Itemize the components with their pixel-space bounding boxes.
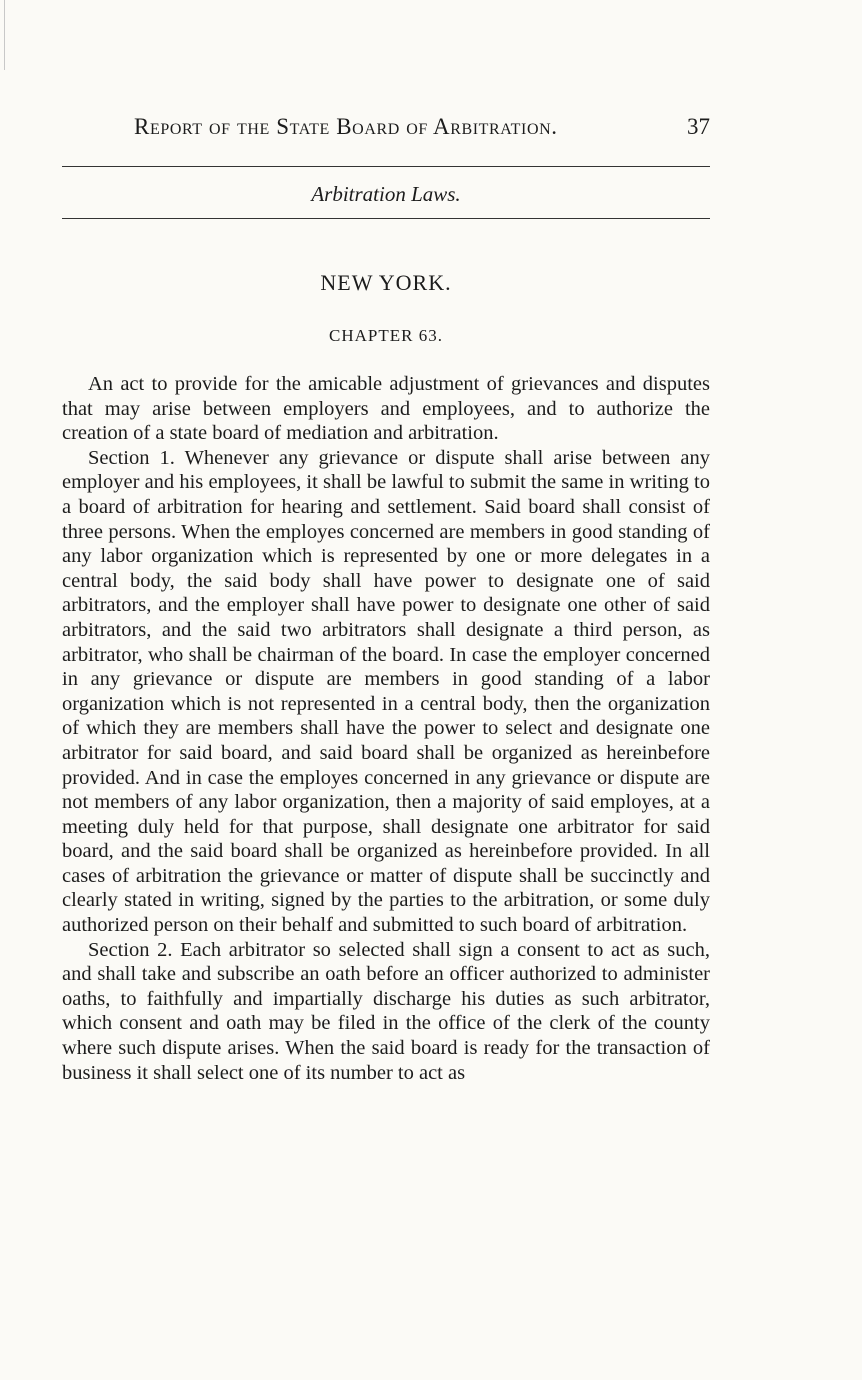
act-preamble: An act to provide for the amicable adjustment of grievances and disputes that may arise between employers and employees, and to authorize the creation of a state board of mediation and arbitration. xyxy=(62,373,710,445)
section-1-paragraph: Section 1. Whenever any grievance or dispute shall arise between any employer and his employees, it shall be lawful to submit the same in writing to a board of arbitration for hearing and settlement. Said board shall consist of three persons. When the employes concerned are members in good standing of any labor organization which is represented by one or more delegates in a central body, the said body shall have power to designate one of said arbitrators, and the employer shall have power to designate one other of said arbitrators, and the said two arbitrators shall designate a third person, as arbitrator, who shall be chairman of the board. In case the employer concerned in any grievance or dispute are members in good standing of a labor organization which is not represented in a central body, then the organization of which they are members shall have the power to select and designate one arbitrator for said board, and said board shall be organized as hereinbefore provided. And in case the employes concerned in any grievance or dispute are not members of any labor organization, then a majority of said employes, at a meeting duly held for that purpose, shall designate one arbitrator for said board, and the said board shall be organized as hereinbefore provided. In all cases of arbitration the grievance or matter of dispute shall be succinctly and clearly stated in writing, signed by the parties to the arbitration, or some duly authorized person on their behalf and submitted to such board of arbitration. xyxy=(62,446,710,937)
page-edge-line xyxy=(4,0,5,70)
header-rule-top xyxy=(62,166,710,167)
state-heading: NEW YORK. xyxy=(320,270,452,295)
running-head-title: Report of the State Board of Arbitration. xyxy=(134,114,558,139)
running-head xyxy=(62,114,710,148)
section-subhead: Arbitration Laws. xyxy=(311,182,461,206)
page-number: 37 xyxy=(687,114,710,139)
header-rule-bottom xyxy=(62,218,710,219)
body-text xyxy=(62,372,710,1085)
section-2-paragraph: Section 2. Each arbitrator so selected shall sign a consent to act as such, and shall take and subscribe an oath before an officer authorized to administer oaths, to faithfully and impartially discharge his duties as such arbitrator, which consent and oath may be filed in the office of the clerk of the county where such dispute arises. When the said board is ready for the transaction of business it shall select one of its number to act as xyxy=(62,938,710,1084)
chapter-heading: CHAPTER 63. xyxy=(329,326,443,345)
